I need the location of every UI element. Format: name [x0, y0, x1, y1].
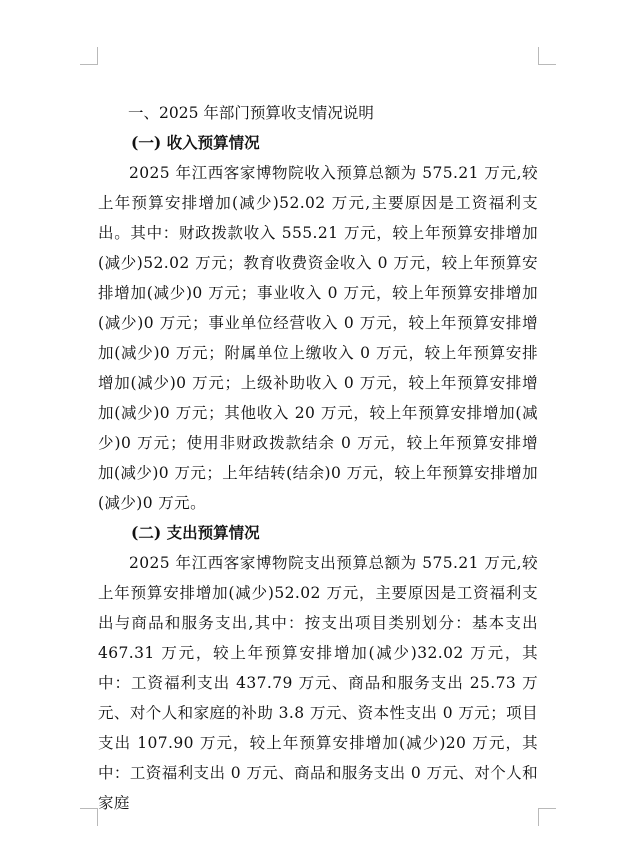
corner-mark-bottom-left [80, 808, 98, 826]
income-paragraph: 2025 年江西客家博物院收入预算总额为 575.21 万元,较上年预算安排增加(减少)52.02 万元,主要原因是工资福利支出。其中：财政拨款收入 555.21 万元，较上年预算安排增加(减少)52.02 万元；教育收费资金收入 0 万元，较上年预算安排增加(减少)0 万元；事业收入 0 万元，较上年预算安排增加(减少)0 万元；事业单位经营收入 0 万元，较上年预算安排增加(减少)0 万元；附属单位上缴收入 0 万元，较上年预算安排增加(减少)0 万元；上级补助收入 0 万元，较上年预算安排增加(减少)0 万元；其他收入 20 万元，较上年预算安排增加(减少)0 万元；使用非财政拨款结余 0 万元，较上年预算安排增加(减少)0 万元；上年结转(结余)0 万元，较上年预算安排增加(减少)0 万元。 [98, 164, 539, 512]
expenditure-heading: (二) 支出预算情况 [131, 523, 260, 542]
corner-mark-top-right [538, 47, 556, 65]
expenditure-paragraph: 2025 年江西客家博物院支出预算总额为 575.21 万元,较上年预算安排增加(减少)52.02 万元，主要原因是工资福利支出与商品和服务支出,其中：按支出项目类别划分：基本支出 467.31 万元，较上年预算安排增加(减少)32.02 万元，其中：工资福利支出 437.79 万元、商品和服务支出 25.73 万元、对个人和家庭的补助 3.8 万元、资本性支出 0 万元；项目支出 107.90 万元，较上年预算安排增加(减少)20 万元，其中：工资福利支出 0 万元、商品和服务支出 0 万元、对个人和家庭 [98, 554, 538, 812]
section-heading: 一、2025 年部门预算收支情况说明 [128, 104, 374, 122]
income-heading: (一) 收入预算情况 [131, 133, 260, 152]
corner-mark-top-left [80, 47, 98, 65]
document-body [98, 98, 538, 818]
corner-mark-bottom-right [538, 808, 556, 826]
